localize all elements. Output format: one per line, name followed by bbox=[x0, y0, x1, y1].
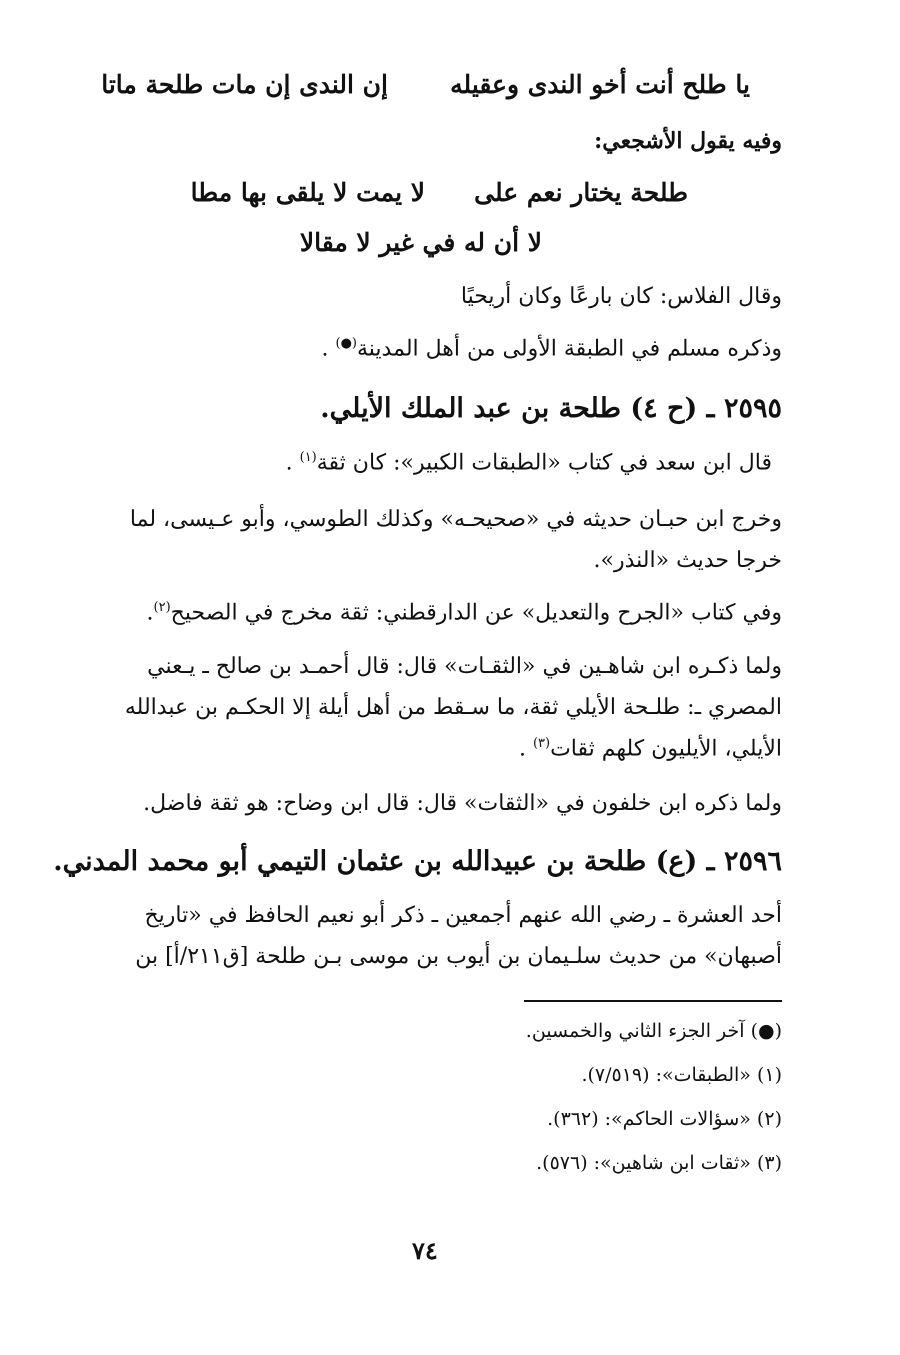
poem2-hemistich-b: لا يمت لا يلقى بها مطا bbox=[190, 178, 425, 207]
entry-2596-text-line2: أصبهان» من حديث سلـيمان بن أيوب بن موسى بـن طلحة [ق٢١١/أ] بن bbox=[135, 944, 782, 969]
footnote-marker-1: (١) bbox=[299, 450, 317, 465]
fallas-quote: وقال الفلاس: كان بارعًا وكان أريحيًا bbox=[460, 284, 782, 309]
entry-2595-ibn-saad: قال ابن سعد في كتاب «الطبقات الكبير»: كان ثقة$^{(١)}$ . bbox=[285, 450, 772, 476]
entry-2595-ibn-hibban-line1: وخرج ابن حبـان حديثه في «صحيحـه» وكذلك الطوسي، وأبو عـيسى، لما bbox=[129, 507, 782, 532]
entry-2595-ibn-shahin-line1: ولما ذكـره ابن شاهـين في «الثقـات» قال: قال أحمـد بن صالح ـ يـعني bbox=[147, 654, 782, 679]
footnote-marker-star: (●) bbox=[335, 336, 357, 351]
footnote-marker-2: (٢) bbox=[153, 600, 171, 615]
entry-2595-ibn-hibban-line2: خرجا حديث «النذر». bbox=[593, 548, 782, 573]
footnote-marker-3: (٣) bbox=[532, 736, 551, 751]
poem1-hemistich-b: إن الندى إن مات طلحة ماتا bbox=[101, 70, 388, 99]
footnote-2: (٢) «سؤالات الحاكم»: (٣٦٢). bbox=[547, 1108, 782, 1130]
entry-2595-heading: ٢٥٩٥ ـ (ح ٤) طلحة بن عبد الملك الأيلي. bbox=[320, 393, 782, 424]
entry-2595-ibn-shahin-line3: الأيلي، الأيليون كلهم ثقات$^{(٣)}$ . bbox=[518, 736, 782, 762]
footnote-star: (●) آخر الجزء الثاني والخمسين. bbox=[525, 1020, 782, 1042]
entry-2596-text-line1: أحد العشرة ـ رضي الله عنهم أجمعين ـ ذكر أبو نعيم الحافظ في «تاريخ bbox=[144, 903, 782, 928]
footnote-1: (١) «الطبقات»: (٧/٥١٩). bbox=[581, 1064, 782, 1086]
page-number: ٧٤ bbox=[412, 1236, 438, 1265]
intro-ashjai: وفيه يقول الأشجعي: bbox=[594, 128, 782, 154]
footnote-3: (٣) «ثقات ابن شاهين»: (٥٧٦). bbox=[536, 1152, 782, 1174]
entry-2595-ibn-shahin-line2: المصري ـ: طلـحة الأيلي ثقة، ما سـقط من أهل أيلة إلا الحكـم بن عبدالله bbox=[124, 695, 782, 720]
footnote-separator bbox=[524, 1000, 782, 1002]
entry-2596-heading: ٢٥٩٦ ـ (ع) طلحة بن عبيدالله بن عثمان التيمي أبو محمد المدني. bbox=[53, 846, 782, 877]
entry-2595-ibn-khalfun: ولما ذكره ابن خلفون في «الثقات» قال: قال ابن وضاح: هو ثقة فاضل. bbox=[143, 791, 782, 816]
poem2-line2: لا أن له في غير لا مقالا bbox=[299, 228, 542, 257]
entry-2595-jarh-tadil: وفي كتاب «الجرح والتعديل» عن الدارقطني: ثقة مخرج في الصحيح$^{(٢)}$. bbox=[146, 600, 782, 626]
poem1-hemistich-a: يا طلح أنت أخو الندى وعقيله bbox=[450, 70, 750, 99]
poem2-hemistich-a: طلحة يختار نعم على bbox=[474, 178, 688, 207]
muslim-note: وذكره مسلم في الطبقة الأولى من أهل المدينة(●) . bbox=[321, 336, 782, 362]
